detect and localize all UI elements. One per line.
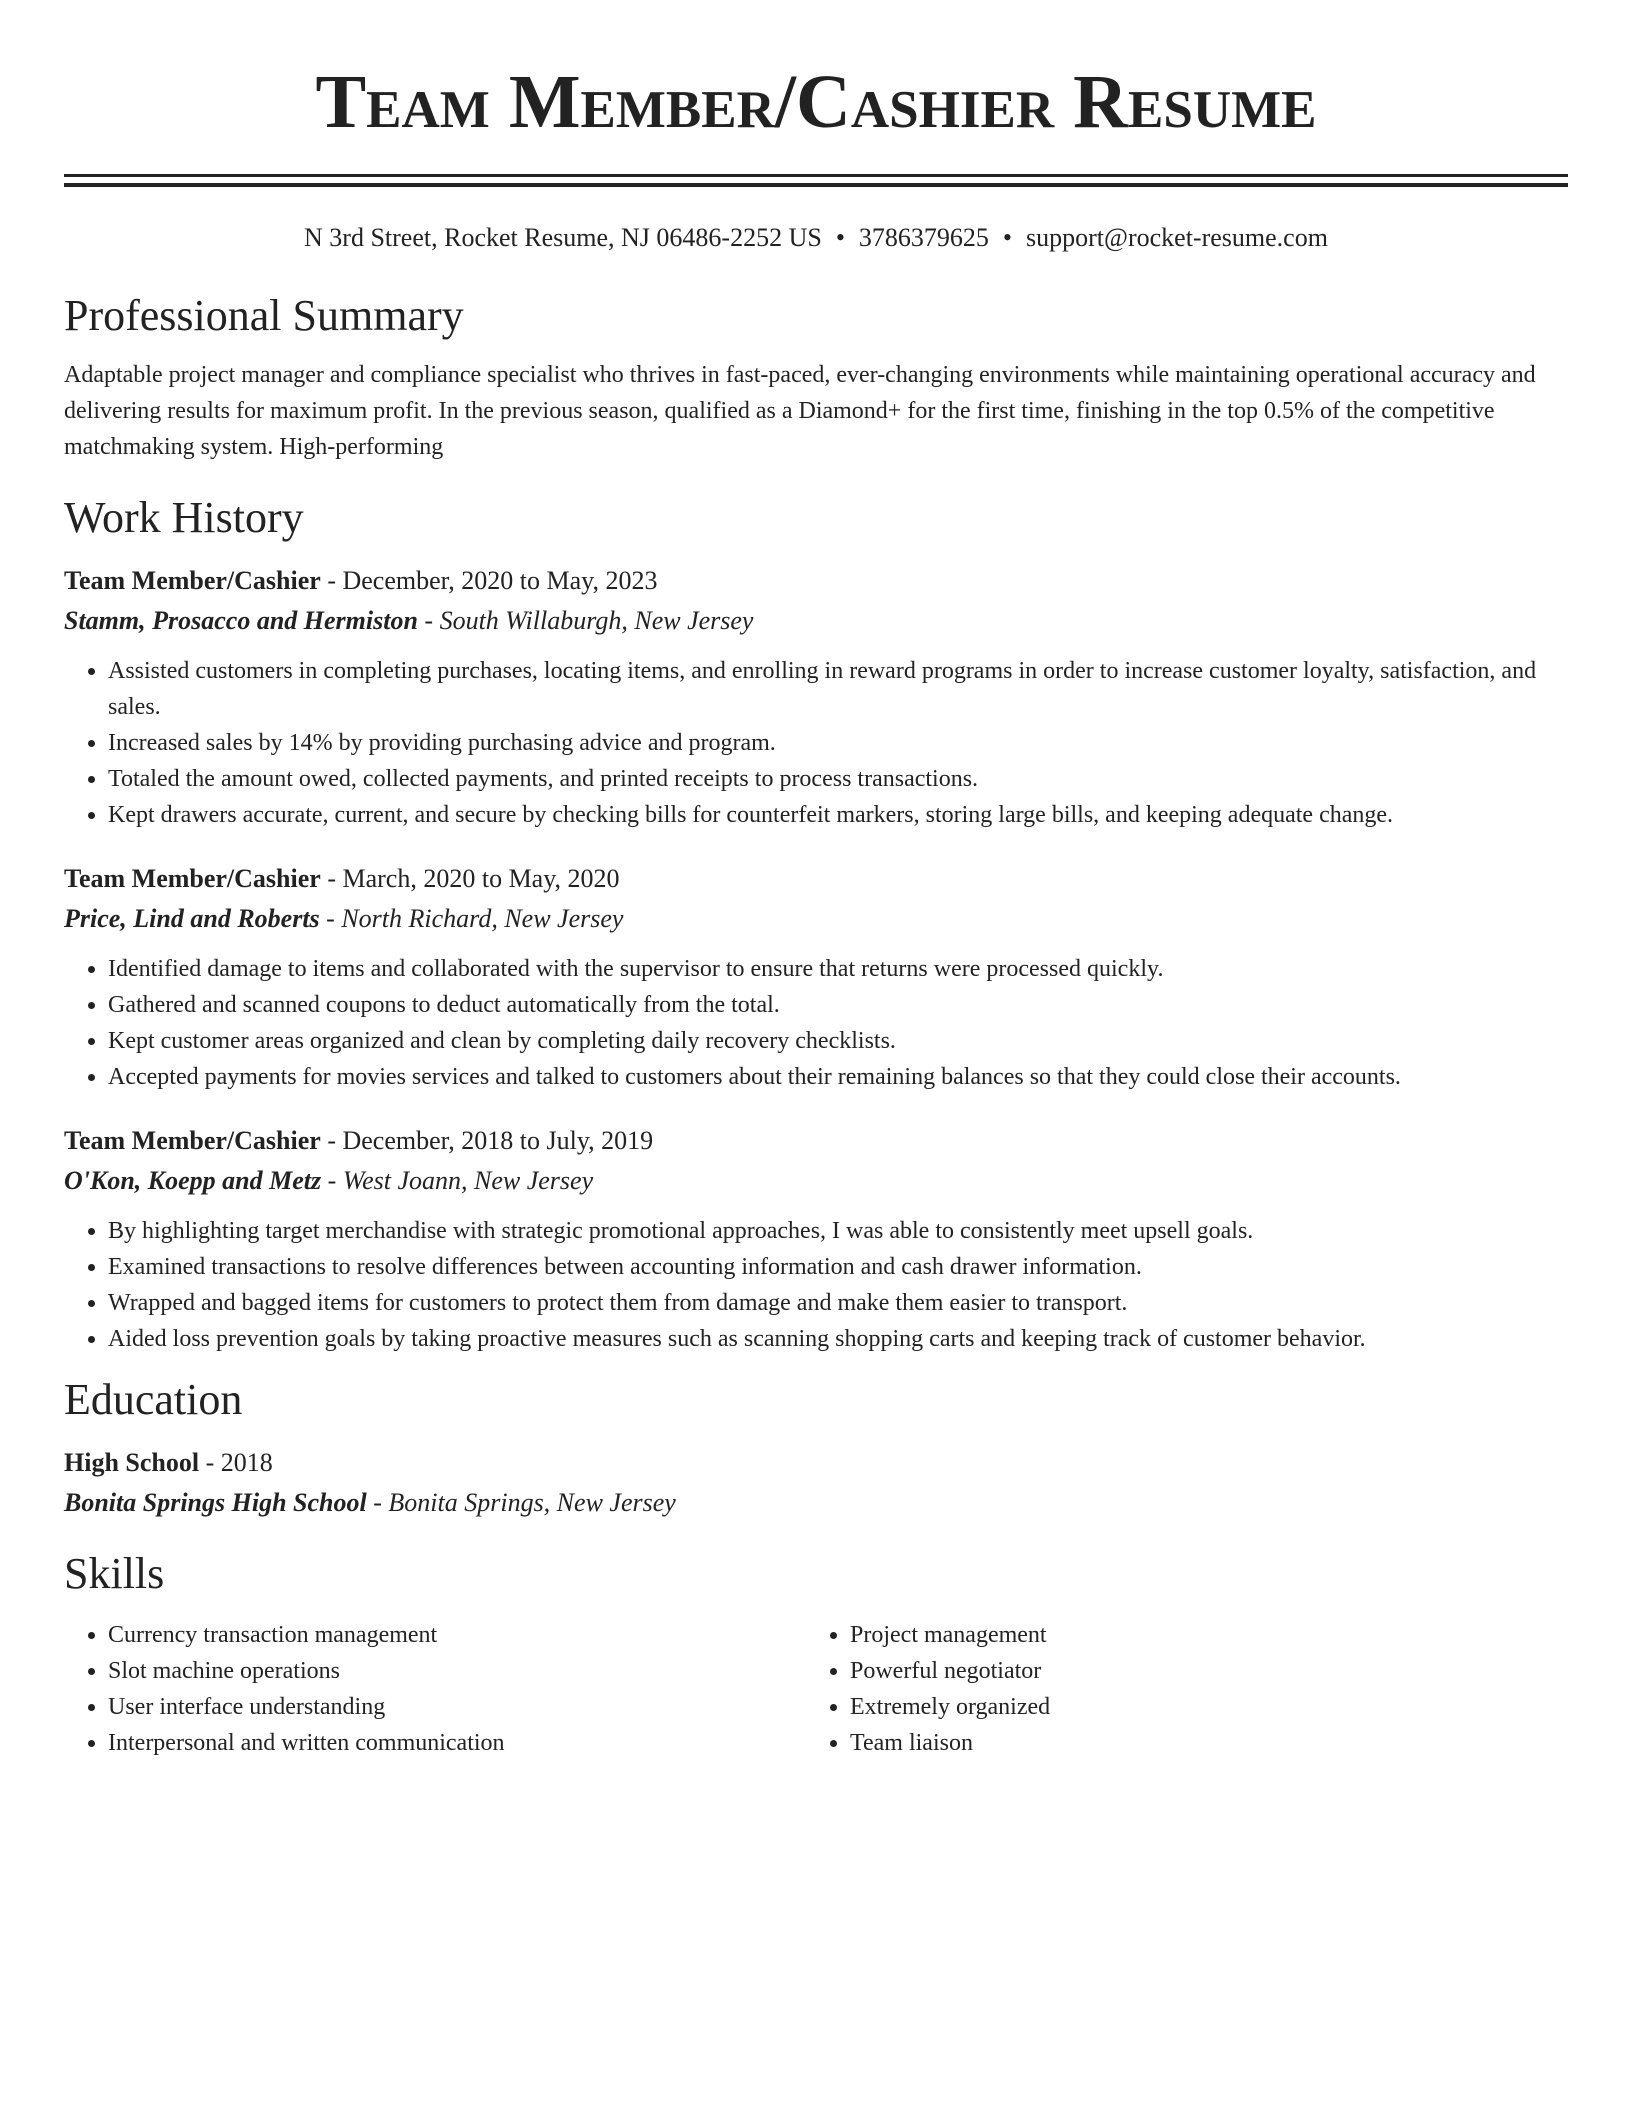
education-entry — [64, 1443, 1568, 1523]
job-bullet: • Kept customer areas organized and clean by completing daily recovery checklists. — [108, 1023, 1568, 1059]
contact-line — [64, 221, 1568, 255]
job-bullets — [64, 1213, 1568, 1357]
skills-column-left — [64, 1617, 806, 1761]
job-bullet: • Examined transactions to resolve differences between accounting information and cash drawer information. — [108, 1249, 1568, 1285]
contact-separator: • — [1002, 223, 1013, 252]
summary-text: Adaptable project manager and compliance specialist who thrives in fast-paced, ever-changing environments while maintaining operational accuracy and delivering results for maximum profit. In the previous season, qualified as a Diamond+ for the first time, finishing in the top 0.5% of the competitive matchmaking system. High-performing — [64, 362, 1536, 460]
job-bullet: • Kept drawers accurate, current, and secure by checking bills for counterfeit markers, storing large bills, and keeping adequate change. — [108, 797, 1568, 833]
job-dates: - March, 2020 to May, 2020 — [320, 864, 620, 893]
job-role: Team Member/Cashier — [64, 566, 321, 595]
job-bullet: • Increased sales by 14% by providing purchasing advice and program. — [108, 725, 1568, 761]
skill-item: • Currency transaction management — [108, 1617, 806, 1653]
contact-separator: • — [835, 223, 845, 252]
job-employer-line — [64, 601, 1568, 641]
job-employer-line — [64, 899, 1568, 939]
job-company: Stamm, Prosacco and Hermiston — [64, 606, 418, 635]
education-heading: Education — [64, 1375, 243, 1424]
job-bullet: • Aided loss prevention goals by taking proactive measures such as scanning shopping carts and keeping track of customer behavior. — [108, 1321, 1568, 1357]
job-entry — [64, 1121, 1568, 1357]
job-location: - West Joann, New Jersey — [321, 1166, 594, 1195]
job-bullet: • Assisted customers in completing purchases, locating items, and enrolling in reward programs in order to increase customer loyalty, satisfaction, and sales. — [108, 653, 1568, 725]
contact-email: support@rocket-resume.com — [1026, 223, 1328, 252]
resume-title: Team Member/Cashier Resume — [315, 60, 1317, 144]
job-bullets — [64, 951, 1568, 1095]
job-entry — [64, 561, 1568, 833]
summary-heading: Professional Summary — [64, 291, 464, 340]
job-company: O'Kon, Koepp and Metz — [64, 1166, 322, 1195]
job-bullet: • By highlighting target merchandise with strategic promotional approaches, I was able to consistently meet upsell goals. — [108, 1213, 1568, 1249]
job-role: Team Member/Cashier — [64, 864, 321, 893]
job-header — [64, 859, 1568, 899]
job-company: Price, Lind and Roberts — [64, 904, 320, 933]
education-school: Bonita Springs High School — [64, 1488, 367, 1517]
work-history-heading: Work History — [64, 493, 304, 542]
skill-item: • User interface understanding — [108, 1689, 806, 1725]
skill-item: • Slot machine operations — [108, 1653, 806, 1689]
skills-heading: Skills — [64, 1549, 165, 1598]
skill-item: • Powerful negotiator — [850, 1653, 1548, 1689]
title-rule-top — [64, 174, 1568, 177]
skills-grid — [64, 1617, 1568, 1761]
education-location: - Bonita Springs, New Jersey — [366, 1488, 676, 1517]
job-entry — [64, 859, 1568, 1095]
skill-item: • Team liaison — [850, 1725, 1548, 1761]
education-year: - 2018 — [199, 1448, 273, 1477]
job-dates: - December, 2018 to July, 2019 — [320, 1126, 654, 1155]
job-bullet: • Gathered and scanned coupons to deduct automatically from the total. — [108, 987, 1568, 1023]
job-bullet: • Totaled the amount owed, collected payments, and printed receipts to process transactions. — [108, 761, 1568, 797]
job-location: - North Richard, New Jersey — [319, 904, 624, 933]
job-location: - South Willaburgh, New Jersey — [417, 606, 754, 635]
job-bullet: • Wrapped and bagged items for customers to protect them from damage and make them easier to transport. — [108, 1285, 1568, 1321]
skill-item: • Extremely organized — [850, 1689, 1548, 1725]
job-employer-line — [64, 1161, 1568, 1201]
skill-item: • Project management — [850, 1617, 1548, 1653]
job-role: Team Member/Cashier — [64, 1126, 321, 1155]
job-bullet: • Accepted payments for movies services and talked to customers about their remaining balances so that they could close their accounts. — [108, 1059, 1568, 1095]
job-dates: - December, 2020 to May, 2023 — [320, 566, 658, 595]
education-header — [64, 1443, 1568, 1483]
education-degree: High School — [64, 1448, 200, 1477]
skills-column-right — [806, 1617, 1548, 1761]
skill-item: • Interpersonal and written communication — [108, 1725, 806, 1761]
education-school-line — [64, 1483, 1568, 1523]
job-header — [64, 561, 1568, 601]
contact-address: N 3rd Street, Rocket Resume, NJ 06486-2252 US — [304, 223, 822, 252]
skills-list — [806, 1617, 1548, 1761]
job-bullet: • Identified damage to items and collaborated with the supervisor to ensure that returns were processed quickly. — [108, 951, 1568, 987]
contact-phone: 3786379625 — [858, 223, 989, 252]
job-header — [64, 1121, 1568, 1161]
job-bullets — [64, 653, 1568, 833]
title-rule-bottom — [64, 183, 1568, 187]
skills-list — [64, 1617, 806, 1761]
